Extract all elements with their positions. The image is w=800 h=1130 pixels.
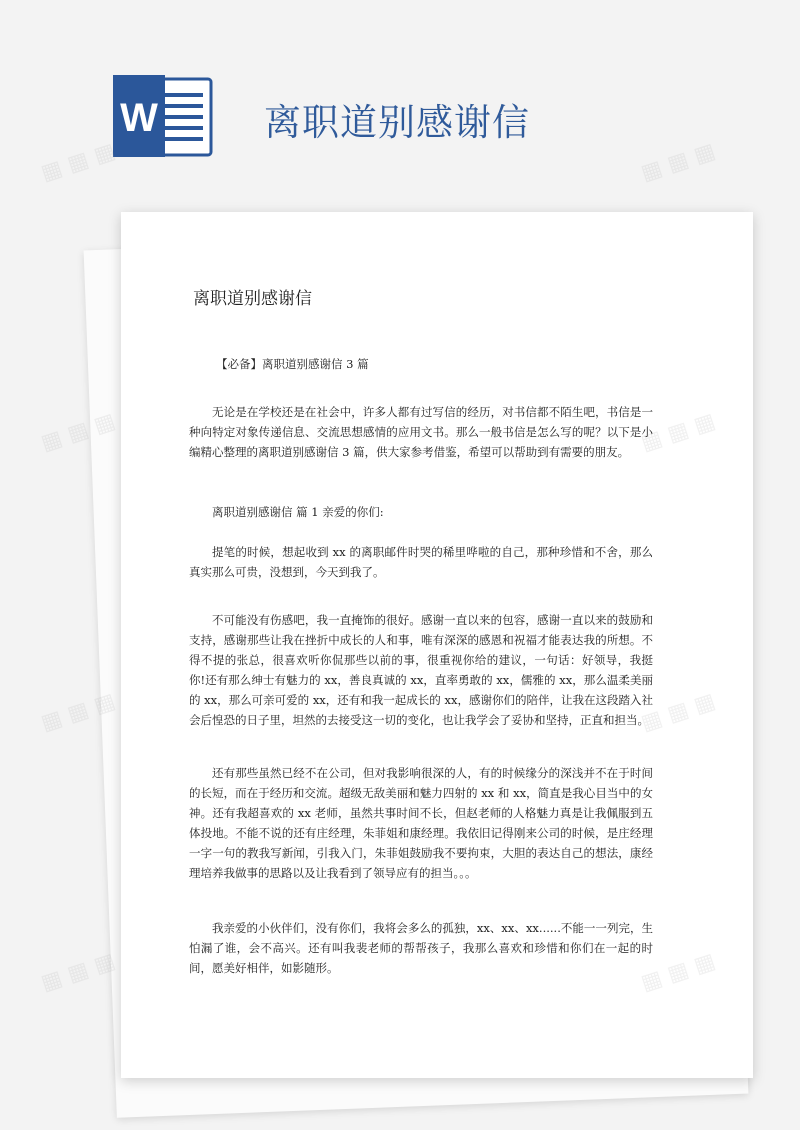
word-logo-letter: W: [120, 96, 158, 140]
body-paragraph: 我亲爱的小伙伴们，没有你们，我将会多么的孤独，xx、xx、xx......不能一一列完，生怕漏了谁，会不高兴。还有叫我裴老师的帮帮孩子，我那么喜欢和珍惜和你们在一起的时间，愿美好相伴，如影随形。: [189, 921, 653, 975]
document-title: 离职道别感谢信: [193, 289, 312, 309]
page-header: [0, 0, 800, 200]
header-title: 离职道别感谢信: [264, 101, 530, 144]
document-page: [121, 212, 753, 1078]
watermark-mark: ▦ ▦ ▦: [38, 138, 119, 187]
word-document-icon: [113, 75, 213, 157]
body-paragraph: 还有那些虽然已经不在公司，但对我影响很深的人，有的时候缘分的深浅并不在于时间的长短，而在于经历和交流。超级无敌美丽和魅力四射的 xx 和 xx，简直是我心目当中的女神。还有我超喜欢的 xx 老师，虽然共事时间不长，但赵老师的人格魅力真是让我佩服到五体投地。不能不说的还有庄经理，朱菲姐和康经理。我依旧记得刚来公司的时候，是庄经理一字一句的教我写新闻，引我入门，朱菲姐鼓励我不要拘束，大胆的表达自己的想法，康经理培养我做事的思路以及让我看到了领导应有的担当。。。: [189, 766, 653, 880]
document-subtitle: 【必备】离职道别感谢信 3 篇: [216, 357, 369, 371]
watermark-mark: ▦ ▦ ▦: [38, 948, 119, 997]
intro-paragraph: 无论是在学校还是在社会中，许多人都有过写信的经历，对书信都不陌生吧，书信是一种向特定对象传递信息、交流思想感情的应用文书。那么一般书信是怎么写的呢？以下是小编精心整理的离职道别感谢信 3 篇，供大家参考借鉴，希望可以帮助到有需要的朋友。: [189, 405, 653, 459]
watermark-mark: ▦ ▦ ▦: [638, 138, 719, 187]
body-paragraph: 不可能没有伤感吧，我一直掩饰的很好。感谢一直以来的包容，感谢一直以来的鼓励和支持，感谢那些让我在挫折中成长的人和事，唯有深深的感恩和祝福才能表达我的所想。不得不提的张总，很喜欢听你侃那些以前的事，很重视你给的建议，一句话：好领导，我挺你!还有那么绅士有魅力的 xx，善良真诚的 xx，直率勇敢的 xx，儒雅的 xx，那么温柔美丽的 xx，那么可亲可爱的 xx，还有和我一起成长的 xx，感谢你们的陪伴，让我在这段踏入社会后惶恐的日子里，坦然的去接受这一切的变化，也让我学会了妥协和坚持，正直和担当。: [189, 613, 653, 727]
body-paragraph: 提笔的时候，想起收到 xx 的离职邮件时哭的稀里哗啦的自己，那种珍惜和不舍，那么真实那么可贵，没想到，今天到我了。: [189, 545, 653, 579]
watermark-mark: ▦ ▦ ▦: [38, 408, 119, 457]
watermark-mark: ▦ ▦ ▦: [38, 688, 119, 737]
letter-heading: 离职道别感谢信 篇 1 亲爱的你们:: [212, 505, 384, 519]
